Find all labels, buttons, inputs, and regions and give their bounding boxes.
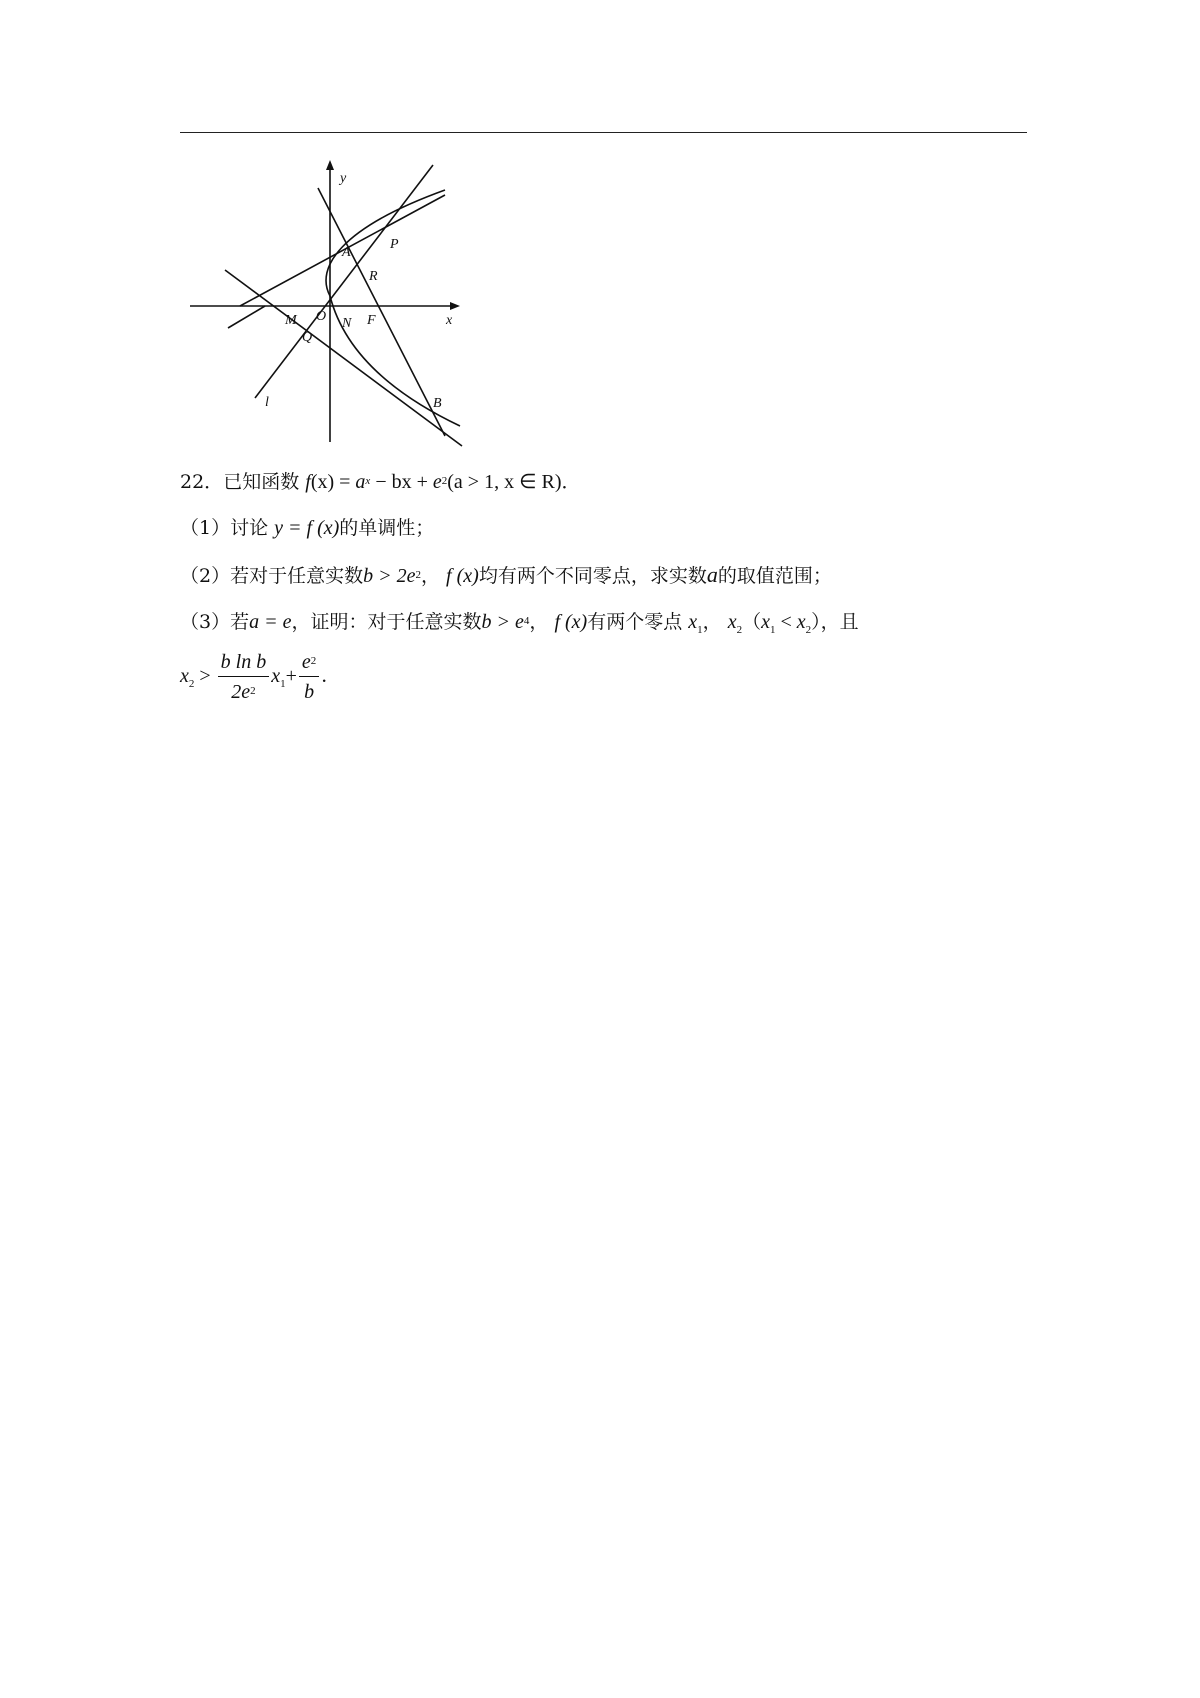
part2-a: a bbox=[706, 562, 718, 587]
label-M: M bbox=[285, 313, 297, 328]
geometry-figure bbox=[190, 158, 480, 452]
label-A: A bbox=[342, 245, 351, 260]
label-O: O bbox=[316, 309, 327, 324]
part1-formula: y = f (x) bbox=[274, 517, 340, 539]
line-M-ext bbox=[228, 306, 265, 328]
figure-svg bbox=[190, 158, 480, 448]
label-F: F bbox=[367, 313, 376, 328]
part2-text-a: 若对于任意实数 bbox=[230, 565, 364, 587]
label-x: x bbox=[446, 313, 453, 328]
part3-text-b: ，证明：对于任意实数 bbox=[291, 611, 482, 633]
label-y: y bbox=[340, 171, 347, 186]
fraction-e2-over-b: $\frac{e^2}{b}$ bbox=[299, 652, 319, 702]
y-axis-arrow bbox=[326, 160, 334, 170]
part3-fx: f (x) bbox=[554, 611, 588, 633]
line-l bbox=[255, 165, 433, 398]
part2-text-d: 的取值范围； bbox=[717, 565, 832, 587]
part2-text-c: 均有两个不同零点，求实数 bbox=[478, 565, 707, 587]
problem-part-2: （2）若对于任意实数$b > 2e^2$， f (x)均有两个不同零点，求实数a的取值范围； bbox=[180, 562, 832, 587]
part1-text-a: 讨论 bbox=[230, 517, 275, 539]
header-rule bbox=[180, 132, 1027, 133]
problem-number: 22． bbox=[180, 471, 224, 493]
part3-formula-b: b > e bbox=[481, 611, 524, 633]
stem-text: 已知函数 bbox=[223, 471, 300, 493]
conclusion-formula: $x_2$ > $\frac{\text{b ln b}}{2e^2}$ $x_1+$ $\frac{e^2}{b}$ bbox=[180, 665, 321, 687]
problem-part-1 bbox=[180, 518, 434, 538]
label-P: P bbox=[390, 237, 399, 252]
fraction-blnb-over-2e2: $\frac{\text{b ln b}}{2e^2}$ bbox=[218, 652, 270, 702]
problem-stem bbox=[180, 472, 581, 492]
stem-formula: $f(x) = a^x$ − bx + $e^2(a > 1$, x ∈ R) bbox=[305, 471, 562, 493]
part2-num: （2） bbox=[180, 565, 231, 587]
label-R: R bbox=[369, 269, 378, 284]
part1-text-b: 的单调性； bbox=[339, 517, 435, 539]
label-B: B bbox=[433, 396, 442, 411]
part2-fx: f (x) bbox=[446, 565, 479, 587]
label-l: l bbox=[265, 395, 269, 410]
part3-text-a: 若 bbox=[230, 611, 250, 633]
part3-cond: a = e bbox=[249, 611, 292, 633]
x-axis-arrow bbox=[450, 302, 460, 310]
part3-num: （3） bbox=[180, 611, 231, 633]
part3-x1: $x_1$ bbox=[688, 611, 703, 636]
part2-formula-b: b > 2e bbox=[363, 565, 416, 587]
line-MB bbox=[225, 270, 462, 446]
part3-x2: $x_2$ bbox=[727, 611, 743, 636]
part3-ineq: $x_1 < x_2$ bbox=[761, 611, 812, 636]
stem-end: ． bbox=[561, 471, 581, 493]
problem-part-3: （3）若a = e，证明：对于任意实数$b > e^4$， f (x)有两个零点 $x_1$， $x_2(x_1 < x_2)$，且 bbox=[180, 611, 859, 636]
parabola-curve bbox=[326, 190, 460, 426]
label-Q: Q bbox=[302, 330, 313, 345]
label-N: N bbox=[342, 316, 352, 331]
part1-num: （1） bbox=[180, 517, 231, 539]
part3-conclusion: $x_2$ > $\frac{\text{b ln b}}{2e^2}$ $x_1+$ $\frac{e^2}{b}$ ． bbox=[180, 651, 341, 703]
part3-text-d: 有两个零点 bbox=[587, 611, 689, 633]
line-AB bbox=[318, 188, 445, 436]
